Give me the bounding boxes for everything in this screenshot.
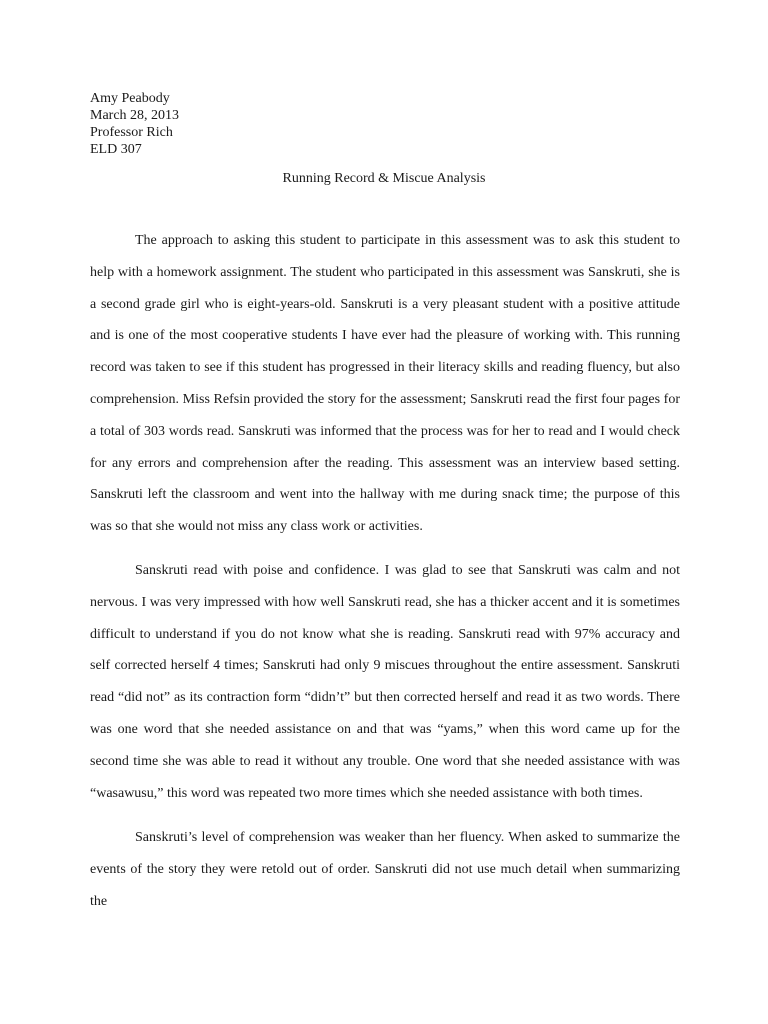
document-title: Running Record & Miscue Analysis — [282, 171, 486, 186]
professor-name: Professor Rich — [90, 125, 173, 140]
body-paragraph-3: Sanskruti’s level of comprehension was weaker than her fluency. When asked to summarize the events of the story they were retold out of order. Sanskruti did not use much detail when summarizing the — [90, 830, 680, 909]
author-name: Amy Peabody — [90, 91, 170, 106]
body-paragraph-1: The approach to asking this student to participate in this assessment was to ask this student to help with a homework assignment. The student who participated in this assessment was Sanskruti, she is a second grade girl who is eight-years-old. Sanskruti is a very pleasant student with a positive attitude and is one of the most cooperative students I have ever had the pleasure of working with. This running record was taken to see if this student has progressed in their literacy skills and reading fluency, but also comprehension. Miss Refsin provided the story for the assessment; Sanskruti read the first four pages for a total of 303 words read. Sanskruti was informed that the process was for her to read and I would check for any errors and comprehension after the reading. This assessment was an interview based setting. Sanskruti left the classroom and went into the hallway with me during snack time; the purpose of this was so that she would not miss any class work or activities. — [90, 233, 680, 535]
body-paragraph-2: Sanskruti read with poise and confidence. I was glad to see that Sanskruti was calm and not nervous. I was very impressed with how well Sanskruti read, she has a thicker accent and it is sometimes difficult to understand if you do not know what she is reading. Sanskruti read with 97% accuracy and self corrected herself 4 times; Sanskruti had only 9 miscues throughout the entire assessment. Sanskruti read “did not” as its contraction form “didn’t” but then corrected herself and read it as two words. There was one word that she needed assistance on and that was “yams,” when this word came up for the second time she was able to read it without any trouble. One word that she needed assistance with was “wasawusu,” this word was repeated two more times which she needed assistance with both times. — [90, 563, 680, 801]
course-code: ELD 307 — [90, 142, 142, 157]
document-date: March 28, 2013 — [90, 108, 180, 123]
header-block — [90, 90, 179, 158]
